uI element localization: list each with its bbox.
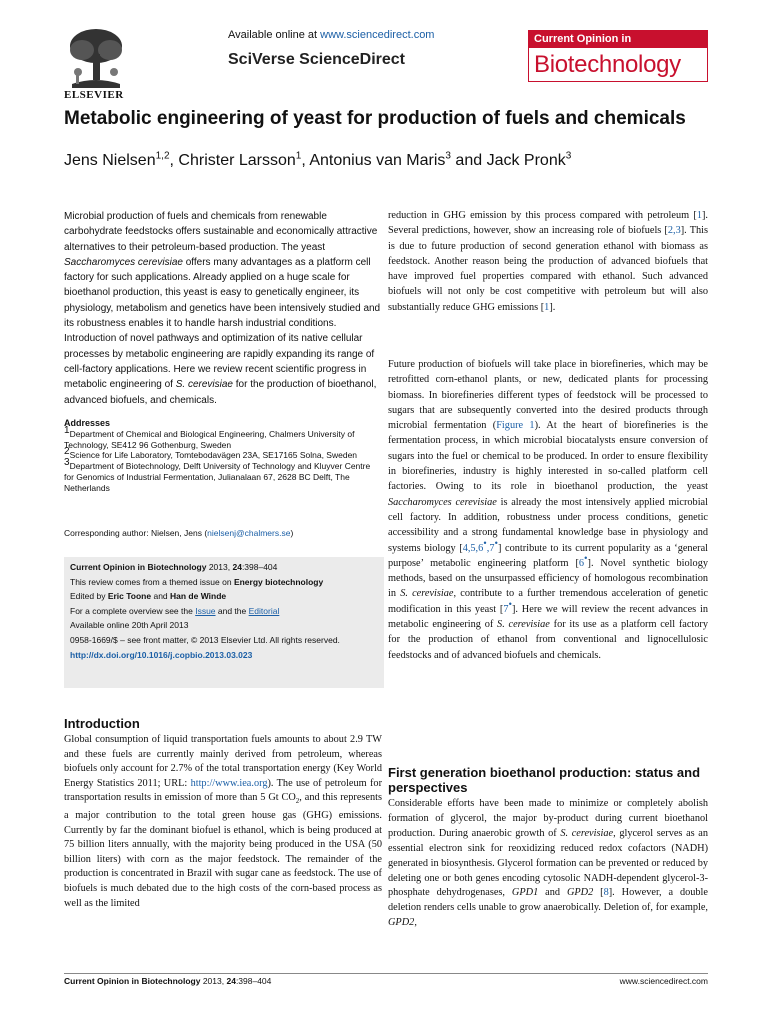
author-list: Jens Nielsen$^{1,2}$, Christer Larsson$^1$, Antonius van Maris$^3$ and Jack Pronk$^3$: [64, 150, 572, 169]
body-paragraph-2: Future production of biofuels will take place in biorefineries, which may be retrofitted corn-ethanol plants, or new, dedicated plants for processing biomass. In biorefineries different types of feedstock will be processed to sugars that are subsequently converted into the desired products through microbial fermentation (Figure 1). At the heart of biorefineries is the fermentation process, in which microbial biocatalysts ensure conversion of sugars into the fuel or chemical to be produced. In order to ensure flexibility in biorefineries, industry is highly interested in so-called platform cell factories. Owing to its role in bioethanol production, the yeast Saccharomyces cerevisiae is already the most intensively applied microbial cell factory. In addition, robustness under process conditions, genetic accessibility and a strong fundamental knowledge base in physiology and systems biology [4,5,6•,7•] contribute to its current popularity as a ‘general purpose’ metabolic engineering platform [6•]. Novel synthetic biology methods, based on the unsurpassed efficiency of homologous recombination in S. cerevisiae, contribute to a further tremendous acceleration of genetic modification in this yeast [7•]. Here we will review the recent advances in metabolic engineering of S. cerevisiae for its use as a platform cell factory for the production of ethanol from conventional and lignocellulosic feedstocks and of advanced biofuels and chemicals.: [388, 359, 708, 661]
author-email-link[interactable]: nielsenj@chalmers.se: [207, 528, 291, 538]
ref-link[interactable]: 6•: [578, 553, 588, 569]
editorial-link[interactable]: Editorial: [248, 605, 280, 616]
iea-link[interactable]: http://www.iea.org: [190, 777, 268, 789]
article-title: Metabolic engineering of yeast for production of fuels and chemicals: [64, 108, 686, 129]
addresses: [64, 418, 382, 494]
info-available: Available online 20th April 2013: [70, 620, 189, 631]
ref-link[interactable]: 8: [603, 887, 609, 899]
elsevier-tree-logo: [64, 26, 128, 88]
journal-logo-main: Biotechnology: [534, 51, 681, 78]
ref-link[interactable]: 1: [544, 301, 550, 313]
body-paragraph-3: Considerable efforts have been made to minimize or completely abolish formation of glycerol, the major by-product during current bioethanol production. During anaerobic growth of S. cerevisiae, glycerol serves as an essential electron sink for reoxidizing reduced redox cofactors (NADH) generated in biosynthesis. Glycerol formation can be prevented or reduced by deleting one or both genes encoding cytosolic NADH-dependent glycerol-3-phosphate dehydrogenases, GPD1 and GPD2 [8]. However, a double deletion renders cells unable to grow anaerobically. Deletion of, for example, GPD2,: [388, 798, 709, 929]
available-online: Available online at www.sciencedirect.com: [228, 29, 435, 41]
ref-link[interactable]: 1: [696, 210, 702, 221]
info-copyright: 0958-1669/$ – see front matter, © 2013 Elsevier Ltd. All rights reserved.: [70, 634, 340, 645]
platform-name: SciVerse ScienceDirect: [228, 51, 406, 68]
issue-link[interactable]: Issue: [195, 605, 216, 616]
info-overview: For a complete overview see the Issue and the Editorial: [70, 605, 280, 616]
introduction-heading: Introduction: [64, 716, 140, 731]
footer-citation: Current Opinion in Biotechnology 2013, 24:398–404: [64, 976, 272, 986]
footer-divider: [64, 973, 708, 974]
address-2: $^2$Science for Life Laboratory, Tomtebodavägen 23A, SE17165 Solna, Sweden: [64, 446, 358, 461]
sciencedirect-link[interactable]: www.sciencedirect.com: [320, 29, 435, 41]
journal-logo-top: Current Opinion in: [529, 31, 707, 48]
figure-1-link[interactable]: Figure 1: [496, 420, 535, 432]
article-info-box: [64, 557, 384, 688]
info-editors: Edited by Eric Toone and Han de Winde: [70, 591, 227, 602]
footer-site-link[interactable]: www.sciencedirect.com: [619, 976, 708, 986]
body-paragraph-1: reduction in GHG emission by this process compared with petroleum [1]. Several predictions, however, show an increasing role of biofuels [2,3]. This is due to future production of second generation ethanol with biomass as feedstock. Another reason being the production of advanced biofuels that have improved fuel properties compared with ethanol. Such advanced biofuels will not only be cost competitive with petroleum but will also substantially reduce GHG emissions [1].: [388, 210, 708, 313]
addresses-heading: Addresses: [64, 418, 111, 428]
section-heading-first-generation: First generation bioethanol production: status and perspectives: [388, 765, 701, 795]
abstract: Microbial production of fuels and chemicals from renewable carbohydrate feedstocks offers sustainable and economically attractive alternatives to their petroleum-based production. The yeast Saccharomyces cerevisiae offers many advantages as a platform cell factory for such applications. Already applied on a huge scale for bioethanol production, this yeast is easy to genetically engineer, its physiology, metabolism and genetics have been intensively studied and its robustness enables it to handle harsh industrial conditions. Introduction of novel pathways and optimization of its native cellular processes by metabolic engineering are rapidly expanding its range of cell-factory applications. Here we review recent scientific progress in metabolic engineering of S. cerevisiae for the production of bioethanol, advanced biofuels, and chemicals.: [64, 211, 381, 406]
corresponding-author: Corresponding author: Nielsen, Jens (nielsenj@chalmers.se): [64, 528, 294, 538]
introduction-text: Global consumption of liquid transportation fuels amounts to about 2.9 TW and these fuels are currently mainly derived from petroleum, whereas biofuels only account for 2.7% of the total transportation energy (Key World Energy Statistics 2011; URL: http://www.iea.org). The use of petroleum for transportation results in emission of more than 5 Gt $CO_2$, and this represents a major contribution to the total green house gas (GHG) emissions. Currently by far the dominant biofuel is ethanol, which is being produced at 75 billion liters annually, with the majority being produced in the USA (50 billion liters) with corn as the major feedstock. The remainder of the production is concentrated in Brazil with sugar cane as feedstock. The use of biofuels is much debated due to the high costs of the corn-based process as well as the limited: [64, 734, 382, 909]
address-3: $^3$Department of Biotechnology, Delft University of Technology and Kluyver Centre for Genomics of Industrial Fermentation, Julianalaan 67, 2628 BC Delft, The Netherlands: [64, 457, 371, 493]
info-themed-issue: This review comes from a themed issue on Energy biotechnology: [70, 576, 324, 587]
address-1: $^1$Department of Chemical and Biological Engineering, Chalmers University of Technology, SE412 96 Gothenburg, Sweden: [64, 424, 355, 450]
ref-link[interactable]: 2,3: [667, 225, 681, 237]
publisher-name: ELSEVIER: [64, 89, 124, 101]
journal-logo: [528, 30, 708, 82]
doi-link[interactable]: http://dx.doi.org/10.1016/j.copbio.2013.03.023: [70, 649, 253, 660]
info-citation: Current Opinion in Biotechnology 2013, 24:398–404: [70, 562, 278, 572]
ref-link[interactable]: 4,5,6•,7•: [462, 538, 499, 554]
ref-link[interactable]: 7•: [503, 599, 512, 615]
